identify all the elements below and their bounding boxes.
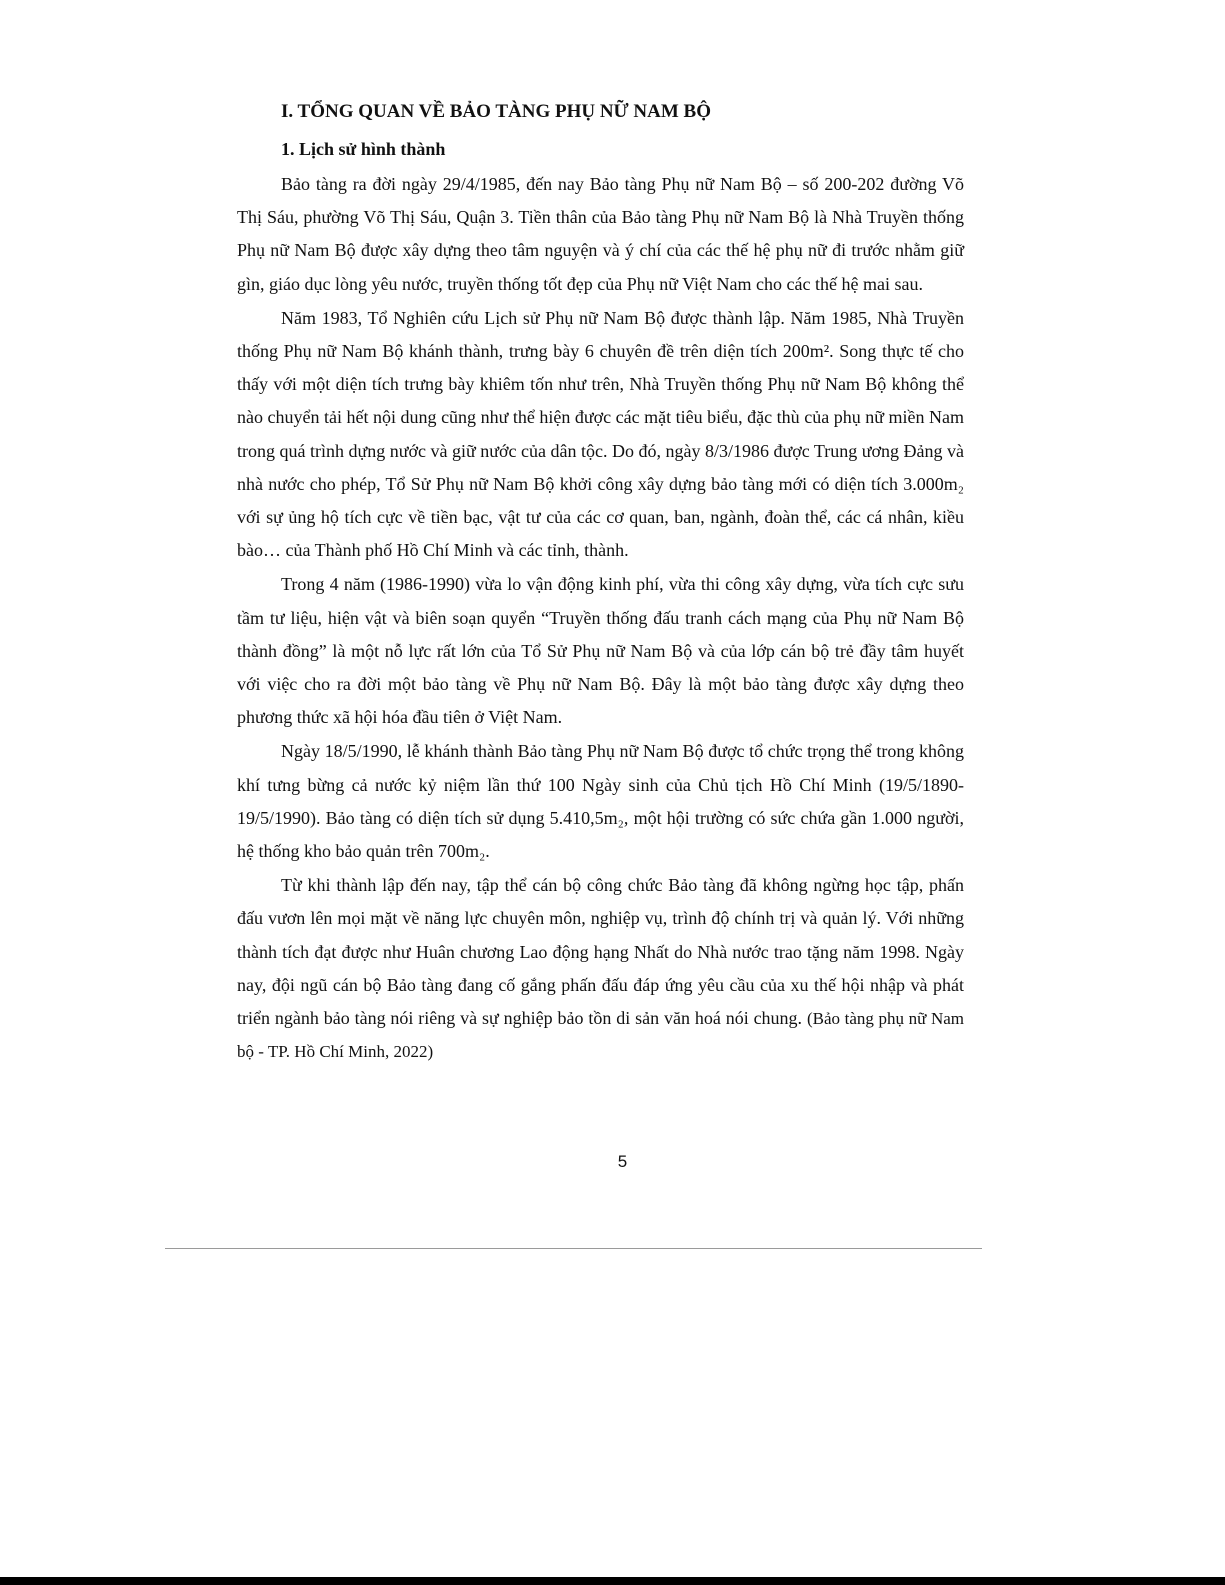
paragraph-5-text: Từ khi thành lập đến nay, tập thể cán bộ công chức Bảo tàng đã không ngừng học tập, phấn đấu vươn lên mọi mặt về năng lực chuyên môn, nghiệp vụ, trình độ chính trị và quản lý. Với những thành tích đạt được như Huân chương Lao động hạng Nhất do Nhà nước trao tặng năm 1998. Ngày nay, đội ngũ cán bộ Bảo tàng đang cố gắng phấn đấu đáp ứng yêu cầu của xu thế hội nhập và phát triển ngành bảo tàng nói riêng và sự nghiệp bảo tồn di sản văn hoá nói chung.: [237, 875, 964, 1029]
paragraph-2: Năm 1983, Tổ Nghiên cứu Lịch sử Phụ nữ Nam Bộ được thành lập. Năm 1985, Nhà Truyền thống Phụ nữ Nam Bộ khánh thành, trưng bày 6 chuyên đề trên diện tích 200m². Song thực tế cho thấy với một diện tích trưng bày khiêm tốn như trên, Nhà Truyền thống Phụ nữ Nam Bộ không thể nào chuyển tải hết nội dung cũng như thể hiện được các mặt tiêu biểu, đặc thù của phụ nữ miền Nam trong quá trình dựng nước và giữ nước của dân tộc. Do đó, ngày 8/3/1986 được Trung ương Đảng và nhà nước cho phép, Tổ Sử Phụ nữ Nam Bộ khởi công xây dựng bảo tàng mới có diện tích 3.000m₂ với sự ủng hộ tích cực về tiền bạc, vật tư của các cơ quan, ban, ngành, đoàn thể, các cá nhân, kiều bào… của Thành phố Hồ Chí Minh và các tỉnh, thành.: [237, 307, 965, 561]
sub-heading: 1. Lịch sử hình thành: [281, 139, 446, 159]
body-text: [237, 168, 964, 1069]
paragraph-5: [237, 869, 964, 1068]
bottom-edge: [0, 1577, 1225, 1585]
page-number: 5: [617, 1152, 628, 1171]
page-divider: [165, 1248, 982, 1249]
paragraph-4: Ngày 18/5/1990, lễ khánh thành Bảo tàng Phụ nữ Nam Bộ được tổ chức trọng thể trong không khí tưng bừng cả nước kỷ niệm lần thứ 100 Ngày sinh của Chủ tịch Hồ Chí Minh (19/5/1890-19/5/1990). Bảo tàng có diện tích sử dụng 5.410,5m₂, một hội trường có sức chứa gần 1.000 người, hệ thống kho bảo quản trên 700m₂.: [237, 741, 964, 862]
paragraph-1: Bảo tàng ra đời ngày 29/4/1985, đến nay Bảo tàng Phụ nữ Nam Bộ – số 200-202 đường Võ Thị Sáu, phường Võ Thị Sáu, Quận 3. Tiền thân của Bảo tàng Phụ nữ Nam Bộ là Nhà Truyền thống Phụ nữ Nam Bộ được xây dựng theo tâm nguyện và ý chí của các thế hệ phụ nữ đi trước nhằm giữ gìn, giáo dục lòng yêu nước, truyền thống tốt đẹp của Phụ nữ Việt Nam cho các thế hệ mai sau.: [237, 174, 964, 294]
section-heading: I. TỔNG QUAN VỀ BẢO TÀNG PHỤ NỮ NAM BỘ: [281, 101, 711, 122]
paragraph-3: Trong 4 năm (1986-1990) vừa lo vận động kinh phí, vừa thi công xây dựng, vừa tích cực sưu tầm tư liệu, hiện vật và biên soạn quyển “Truyền thống đấu tranh cách mạng của Phụ nữ Nam Bộ thành đồng” là một nỗ lực rất lớn của Tổ Sử Phụ nữ Nam Bộ và của lớp cán bộ trẻ đầy tâm huyết với việc cho ra đời một bảo tàng về Phụ nữ Nam Bộ. Đây là một bảo tàng được xây dựng theo phương thức xã hội hóa đầu tiên ở Việt Nam.: [237, 574, 964, 728]
citation: (Bảo tàng phụ nữ Nam bộ - TP. Hồ Chí Minh, 2022): [237, 1009, 964, 1062]
